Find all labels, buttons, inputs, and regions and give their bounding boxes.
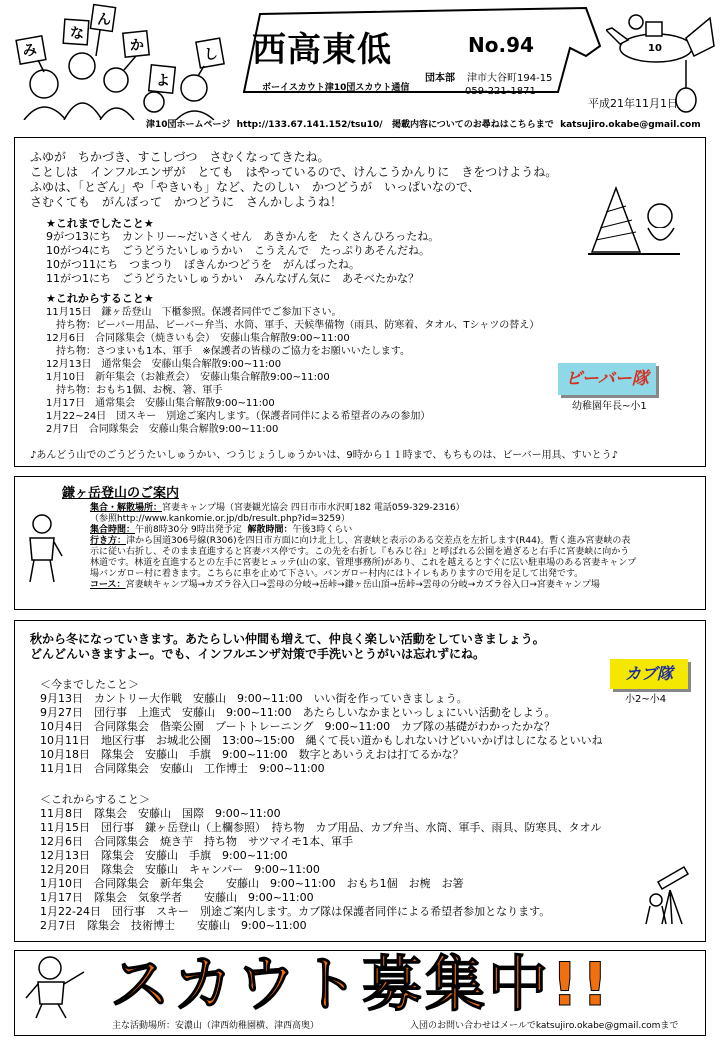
list-item: 11月15日 鎌ヶ岳登山 下櫃参照。保護者同伴でご参加下さい。	[46, 307, 342, 318]
list-item: 1月10日 新年集会（お雑煮会） 安藤山集合解散9:00~11:00	[46, 372, 330, 383]
christmas-tree-icon	[586, 182, 682, 262]
beaver-sublabel: 幼稚園年長~小1	[572, 401, 647, 412]
course-label: コース：	[90, 580, 126, 590]
time-label: 集合時間：	[90, 525, 136, 535]
sign-char-1: み	[23, 43, 37, 59]
recruit-area: 主な活動場所：安濃山（津西幼稚園横、津西高奥）	[112, 1021, 320, 1031]
meet-label: 集合・解散場所：	[90, 503, 163, 513]
recruit-contact[interactable]: 入団のお問い合わせはメールでkatsujiro.okabe@gmail.comまで	[410, 1021, 679, 1031]
scout-boy-icon	[22, 954, 92, 1020]
list-item: 1月17日 隊集会 気象学者 安藤山 9:00~11:00	[40, 891, 314, 904]
cub-intro-line: どんどんいきますよー。でも、インフルエンザ対策で手洗いとうがいは忘れずにね。	[30, 647, 486, 661]
beaver-intro-line: ふゆが ちかづき、すこしづつ さむくなってきたね。	[30, 150, 330, 164]
contact-email[interactable]: katsujiro.okabe@gmail.com	[560, 120, 701, 130]
list-item: 10がつ4にち ごうどうたいしゅうかい こうえんで たっぷりあそんだね。	[46, 244, 430, 257]
contact-label: 掲載内容についてのお尋ねはこちらまで	[391, 120, 554, 130]
homepage-link[interactable]: http://133.67.141.152/tsu10/	[236, 120, 383, 130]
route-label: 行き方：	[90, 536, 127, 546]
beaver-label: ビーバー隊	[558, 363, 656, 395]
address: 津市大谷町194-15	[467, 73, 553, 84]
list-item: 1月10日 合同隊集会 新年集会 安藤山 9:00~11:00 おもち1個 お椀 お箸	[40, 877, 464, 890]
beaver-done-title: ★これまでしたこと★	[46, 217, 154, 230]
list-item: 12月13日 通常集会 安藤山集合解散9:00~11:00	[46, 359, 282, 370]
cub-intro	[30, 632, 545, 662]
sign-char-4: か	[130, 38, 144, 54]
cub-plan-list	[40, 807, 602, 933]
list-item: 1月22~24日 団スキー 別途ご案内します。（保護者同伴による希望者のみの参加）	[46, 411, 431, 422]
list-item: 11月8日 隊集会 安藤山 国際 9:00~11:00	[40, 807, 281, 820]
end-text: 午後3時くらい	[292, 525, 353, 535]
list-item: 1月22-24日 団行事 スキー 別途ご案内します。カブ隊は保護者同伴による希望者参加となります。	[40, 905, 551, 918]
list-item: 10月4日 合同隊集会 偕楽公園 ブートトレーニング 9:00~11:00 カブ隊の基礎がわかったかな？	[40, 720, 556, 733]
list-item: 12月6日 合同隊集会（焼きいも会） 安藤山集合解散9:00~11:00	[46, 333, 350, 344]
list-item: 2月7日 隊集会 技術博士 安藤山 9:00~11:00	[40, 919, 307, 932]
beaver-plan-title: ★これからすること★	[46, 292, 154, 305]
homepage-label: 津10団ホームページ	[146, 120, 231, 130]
mascot-kids-illustration	[4, 2, 240, 120]
issue-number: No.94	[468, 33, 534, 57]
plane-number: 10	[648, 43, 662, 54]
climb-details	[90, 503, 696, 591]
beaver-intro	[30, 150, 557, 210]
climb-ref-link[interactable]: （参照http://www.kankomie.or.jp/db/result.php?id=3259）	[90, 514, 350, 524]
list-item: 12月6日 合同隊集会 焼き芋 持ち物 サツマイモ1本、軍手	[40, 835, 354, 848]
issue-date: 平成21年11月1日	[588, 97, 678, 110]
sign-char-2: ん	[97, 12, 111, 28]
list-item: 持ち物：さつまいも1本、軍手 ※保護者の皆様のご協力をお願いいたします。	[46, 346, 410, 357]
list-item: 持ち物：ビーバー用品、ビーバー弁当、水筒、軍手、天候準備物（雨具、防寒着、タオル、Tシャツの替え）	[46, 320, 540, 331]
route-text: 場バンガロー村に着きます。こちらに車を止めて下さい。バンガロー村内にはトイレもありますので用を足して出発です。	[90, 569, 584, 579]
sign-char-5: よ	[156, 73, 170, 89]
list-item: 2月7日 合同隊集会 安藤山集合解散9:00~11:00	[46, 424, 279, 435]
list-item: 11がつ1にち ごうどうたいしゅうかい みんなげん気に あそべたかな？	[46, 272, 419, 285]
cub-plan-title: ＜これからすること＞	[40, 793, 150, 806]
beaver-intro-line: ふゆは、「とざん」や「やきいも」など、たのしい かつどうが いっぱいなので、	[30, 180, 480, 194]
list-item: 12月20日 隊集会 安藤山 キャンパー 9:00~11:00	[40, 863, 320, 876]
list-item: 9月13日 カントリー大作戦 安藤山 9:00~11:00 いい街を作っていきましょう。	[40, 692, 468, 705]
meet-text: 宮妻キャンプ場（宮妻観光協会 四日市市水沢町182 電話059-329-2316）	[162, 503, 465, 513]
telescope-icon	[642, 866, 692, 926]
homepage-info	[146, 120, 701, 131]
route-text: 林道です。林道を直進するとの左手に宮妻ヒュッテ(山の家、管理事務所)があり、これを越えるとすぐに広い駐車場のある宮妻キャンプ	[90, 558, 637, 568]
page-title: 西高東低	[252, 30, 392, 70]
climb-title: 鎌ヶ岳登山のご案内	[62, 486, 180, 501]
org-name: 団本部	[425, 73, 455, 84]
list-item: 10がつ11にち つまつり ぼきんかつどうを がんばったね。	[46, 258, 360, 271]
route-text: 津から国道306号線(R306)を四日市方面に向け北上し、宮妻峡と表示のある交差点を左折します(R44)。暫く進み宮妻峡の表	[126, 536, 631, 546]
route-text: 示に従い右折し、そのまま直進すると宮妻バス停です。この先を右折し『もみじ谷』と呼ばれる公園を過ぎると右手に宮妻峡に向かう	[90, 547, 630, 557]
course-text: 宮妻峡キャンプ場→カズラ谷入口→雲母の分岐→岳峠→鎌ヶ岳山頂→岳峠→雲母の分岐→カズラ谷入口→宮妻キャンプ場	[125, 580, 600, 590]
list-item: 1月17日 通常集会 安藤山集合解散9:00~11:00	[46, 398, 275, 409]
sign-char-3: な	[70, 26, 84, 42]
list-item: 11月15日 団行事 鎌ヶ岳登山（上欄参照） 持ち物 カブ用品、カブ弁当、水筒、軍手、雨具、防寒具、タオル	[40, 821, 602, 834]
end-label: 解散時間：	[247, 525, 293, 535]
list-item: 持ち物：おもち1個、お椀、箸、軍手	[46, 385, 223, 396]
cub-label: カブ隊	[610, 659, 688, 689]
cub-done-list	[40, 692, 603, 776]
beaver-done-list	[46, 230, 439, 286]
list-item: 10月18日 隊集会 安藤山 手旗 9:00~11:00 数字とあいうえおは打てるかな？	[40, 748, 464, 761]
beaver-footer: ♪あんどう山でのごうどうたいしゅうかい、つうじょうしゅうかいは、9時から１１時まで、もちものは、ビーバー用具、すいとう♪	[30, 450, 619, 461]
list-item: 11月1日 合同隊集会 安藤山 工作博士 9:00~11:00	[40, 762, 325, 775]
cub-intro-line: 秋から冬になっていきます。あたらしい仲間も増えて、仲良く楽しい活動をしていきましょう。	[30, 632, 545, 646]
list-item: 9月27日 団行事 上進式 安藤山 9:00~11:00 あたらしいなかまといっしょにいい活動をしよう。	[40, 706, 556, 719]
time-text: 午前8時30分 9時出発予定	[135, 525, 242, 535]
group-name: ボーイスカウト津10団スカウト通信	[262, 83, 410, 93]
cub-done-title: ＜今までしたこと＞	[40, 678, 139, 691]
cub-sublabel: 小2~小4	[625, 694, 667, 705]
hiker-icon	[22, 512, 64, 586]
recruit-headline: スカウト募集中!!	[110, 950, 612, 1020]
sign-char-6: し	[204, 47, 218, 63]
list-item: 9がつ13にち カントリー~だいさくせん あきかんを たくさんひろったね。	[46, 230, 440, 243]
phone: 059-221-1871	[465, 86, 536, 97]
beaver-intro-line: さむくても がんばって かつどうに さんかしようね！	[30, 195, 343, 209]
list-item: 10月11日 地区行事 お城北公園 13:00~15:00 縄くて長い道かもしれないけどいいかげはしになるといいね	[40, 734, 603, 747]
list-item: 12月13日 隊集会 安藤山 手旗 9:00~11:00	[40, 849, 288, 862]
beaver-intro-line: ことしは インフルエンザが とても はやっているので、けんこうかんりに きをつけようね。	[30, 165, 558, 179]
beaver-plan-list	[46, 306, 539, 436]
